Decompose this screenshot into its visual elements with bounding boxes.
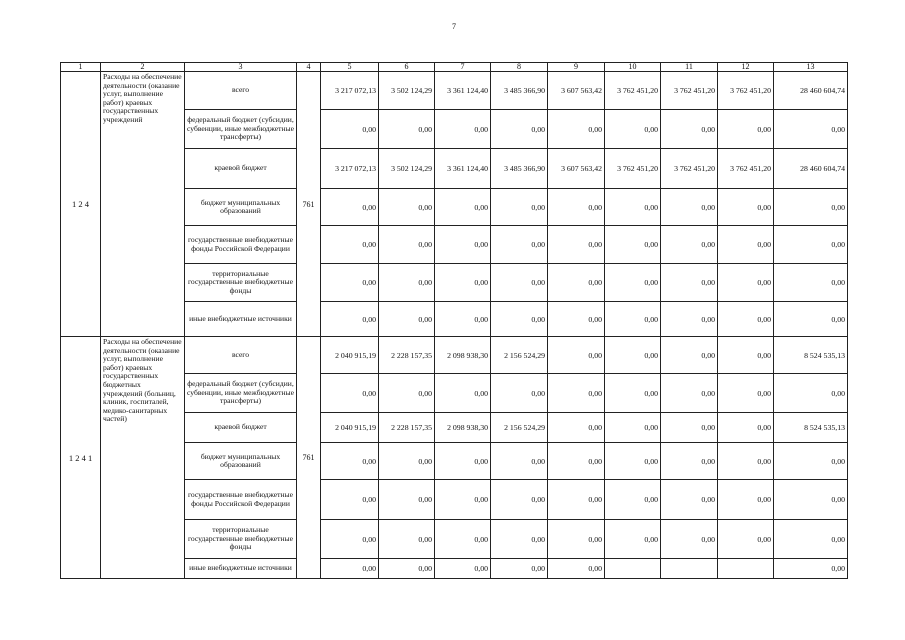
amount-cell: 0,00 [718,480,774,520]
amount-cell: 0,00 [321,264,379,302]
amount-cell: 0,00 [491,226,548,264]
amount-cell: 0,00 [491,302,548,337]
amount-cell: 2 040 915,19 [321,413,379,443]
funding-source: бюджет муниципальных образований [185,189,297,226]
amount-cell: 0,00 [491,559,548,579]
amount-cell: 3 607 563,42 [548,72,605,110]
amount-cell: 0,00 [661,374,718,413]
funding-source: иные внебюджетные источники [185,302,297,337]
amount-cell: 0,00 [548,189,605,226]
amount-cell: 0,00 [379,559,435,579]
amount-cell: 0,00 [605,189,661,226]
amount-cell [605,559,661,579]
amount-cell: 0,00 [435,302,491,337]
amount-cell: 2 156 524,29 [491,413,548,443]
column-header: 4 [297,63,321,72]
amount-cell: 0,00 [605,374,661,413]
amount-cell: 0,00 [605,480,661,520]
table-body [61,72,848,579]
amount-cell: 0,00 [661,226,718,264]
amount-cell: 3 762 451,20 [605,72,661,110]
amount-cell: 0,00 [435,374,491,413]
amount-cell: 0,00 [718,110,774,149]
amount-cell: 0,00 [718,302,774,337]
amount-cell: 3 762 451,20 [661,149,718,189]
amount-cell: 0,00 [491,110,548,149]
amount-cell: 0,00 [774,110,848,149]
amount-cell: 0,00 [605,264,661,302]
amount-cell: 2 098 938,30 [435,413,491,443]
amount-cell: 3 485 366,90 [491,149,548,189]
amount-cell: 8 524 535,13 [774,337,848,374]
amount-cell: 0,00 [605,226,661,264]
amount-cell: 0,00 [548,226,605,264]
column-header: 9 [548,63,605,72]
amount-cell: 0,00 [321,480,379,520]
amount-cell: 0,00 [661,264,718,302]
amount-cell: 0,00 [321,110,379,149]
budget-table [60,62,848,579]
amount-cell: 0,00 [661,520,718,559]
section-code: 1 2 4 1 [61,337,101,579]
amount-cell: 0,00 [661,480,718,520]
amount-cell: 0,00 [605,413,661,443]
amount-cell: 0,00 [718,337,774,374]
amount-cell: 0,00 [548,480,605,520]
funding-source: федеральный бюджет (субсидии, субвенции, иные межбюджетные трансферты) [185,374,297,413]
amount-cell: 0,00 [379,480,435,520]
amount-cell: 2 098 938,30 [435,337,491,374]
amount-cell: 0,00 [548,110,605,149]
section-description: Расходы на обеспечение деятельности (оказание услуг, выполнение работ) краевых государственных учреждений [101,72,185,337]
funding-source: бюджет муниципальных образований [185,443,297,480]
funding-source: федеральный бюджет (субсидии, субвенции, иные межбюджетные трансферты) [185,110,297,149]
amount-cell: 3 502 124,29 [379,149,435,189]
funding-source: территориальные государственные внебюджетные фонды [185,520,297,559]
amount-cell: 0,00 [435,480,491,520]
amount-cell: 0,00 [774,520,848,559]
amount-cell: 0,00 [435,189,491,226]
amount-cell: 3 502 124,29 [379,72,435,110]
funding-source: территориальные государственные внебюджетные фонды [185,264,297,302]
column-header: 2 [101,63,185,72]
amount-cell: 0,00 [548,302,605,337]
section-code: 1 2 4 [61,72,101,337]
amount-cell: 0,00 [548,374,605,413]
amount-cell: 0,00 [605,110,661,149]
amount-cell: 0,00 [774,189,848,226]
amount-cell: 0,00 [321,374,379,413]
funding-source: краевой бюджет [185,413,297,443]
grbs-code: 761 [297,72,321,337]
amount-cell: 0,00 [435,264,491,302]
column-header: 6 [379,63,435,72]
amount-cell: 0,00 [548,443,605,480]
section-description: Расходы на обеспечение деятельности (оказание услуг, выполнение работ) краевых государственных бюджетных учреждений (больниц, клиник, госпиталей, медико-санитарных частей) [101,337,185,579]
amount-cell: 2 228 157,35 [379,413,435,443]
funding-source: всего [185,337,297,374]
amount-cell: 3 361 124,40 [435,72,491,110]
amount-cell: 0,00 [491,374,548,413]
amount-cell: 2 228 157,35 [379,337,435,374]
amount-cell: 28 460 604,74 [774,72,848,110]
amount-cell: 0,00 [774,264,848,302]
amount-cell: 0,00 [548,559,605,579]
amount-cell: 0,00 [661,413,718,443]
amount-cell: 0,00 [491,480,548,520]
amount-cell: 0,00 [435,559,491,579]
amount-cell: 0,00 [491,520,548,559]
amount-cell: 0,00 [435,520,491,559]
amount-cell: 0,00 [661,110,718,149]
amount-cell: 0,00 [774,226,848,264]
amount-cell: 0,00 [379,226,435,264]
column-header: 11 [661,63,718,72]
amount-cell: 0,00 [379,264,435,302]
table-row [61,337,848,374]
amount-cell: 0,00 [321,189,379,226]
column-header: 3 [185,63,297,72]
amount-cell: 0,00 [321,302,379,337]
amount-cell: 0,00 [379,189,435,226]
amount-cell: 0,00 [605,302,661,337]
table-row [61,72,848,110]
amount-cell: 0,00 [379,110,435,149]
amount-cell: 0,00 [718,520,774,559]
amount-cell: 2 040 915,19 [321,337,379,374]
amount-cell: 0,00 [661,302,718,337]
amount-cell: 0,00 [774,302,848,337]
amount-cell: 0,00 [491,443,548,480]
amount-cell: 0,00 [774,443,848,480]
amount-cell: 0,00 [435,226,491,264]
amount-cell: 3 217 072,13 [321,149,379,189]
amount-cell: 0,00 [435,443,491,480]
amount-cell: 8 524 535,13 [774,413,848,443]
amount-cell: 0,00 [718,413,774,443]
amount-cell: 0,00 [548,264,605,302]
amount-cell: 0,00 [718,443,774,480]
amount-cell [661,559,718,579]
amount-cell: 3 762 451,20 [661,72,718,110]
column-header: 5 [321,63,379,72]
amount-cell: 0,00 [605,443,661,480]
amount-cell: 0,00 [774,559,848,579]
amount-cell: 3 485 366,90 [491,72,548,110]
amount-cell: 0,00 [605,520,661,559]
column-header: 10 [605,63,661,72]
amount-cell: 3 762 451,20 [718,149,774,189]
column-header: 12 [718,63,774,72]
amount-cell: 0,00 [605,337,661,374]
amount-cell: 0,00 [548,337,605,374]
amount-cell: 3 607 563,42 [548,149,605,189]
amount-cell: 28 460 604,74 [774,149,848,189]
amount-cell: 0,00 [661,443,718,480]
funding-source: государственные внебюджетные фонды Российской Федерации [185,480,297,520]
funding-source: краевой бюджет [185,149,297,189]
amount-cell: 0,00 [379,520,435,559]
amount-cell: 0,00 [491,189,548,226]
amount-cell: 3 361 124,40 [435,149,491,189]
amount-cell: 0,00 [718,374,774,413]
amount-cell: 0,00 [718,189,774,226]
column-number-row [61,63,848,72]
funding-source: всего [185,72,297,110]
amount-cell: 0,00 [774,480,848,520]
amount-cell: 0,00 [379,443,435,480]
amount-cell: 0,00 [548,520,605,559]
amount-cell: 0,00 [321,559,379,579]
column-header: 7 [435,63,491,72]
column-header: 13 [774,63,848,72]
amount-cell: 0,00 [379,302,435,337]
amount-cell: 3 762 451,20 [718,72,774,110]
grbs-code: 761 [297,337,321,579]
amount-cell: 0,00 [435,110,491,149]
amount-cell: 2 156 524,29 [491,337,548,374]
amount-cell: 0,00 [379,374,435,413]
amount-cell: 0,00 [321,443,379,480]
amount-cell: 0,00 [718,226,774,264]
amount-cell: 3 762 451,20 [605,149,661,189]
column-header: 1 [61,63,101,72]
amount-cell: 3 217 072,13 [321,72,379,110]
funding-source: иные внебюджетные источники [185,559,297,579]
page-number: 7 [452,22,456,31]
amount-cell: 0,00 [548,413,605,443]
amount-cell: 0,00 [321,520,379,559]
amount-cell: 0,00 [774,374,848,413]
amount-cell [718,559,774,579]
amount-cell: 0,00 [661,189,718,226]
amount-cell: 0,00 [661,337,718,374]
funding-source: государственные внебюджетные фонды Российской Федерации [185,226,297,264]
amount-cell: 0,00 [718,264,774,302]
amount-cell: 0,00 [321,226,379,264]
amount-cell: 0,00 [491,264,548,302]
column-header: 8 [491,63,548,72]
